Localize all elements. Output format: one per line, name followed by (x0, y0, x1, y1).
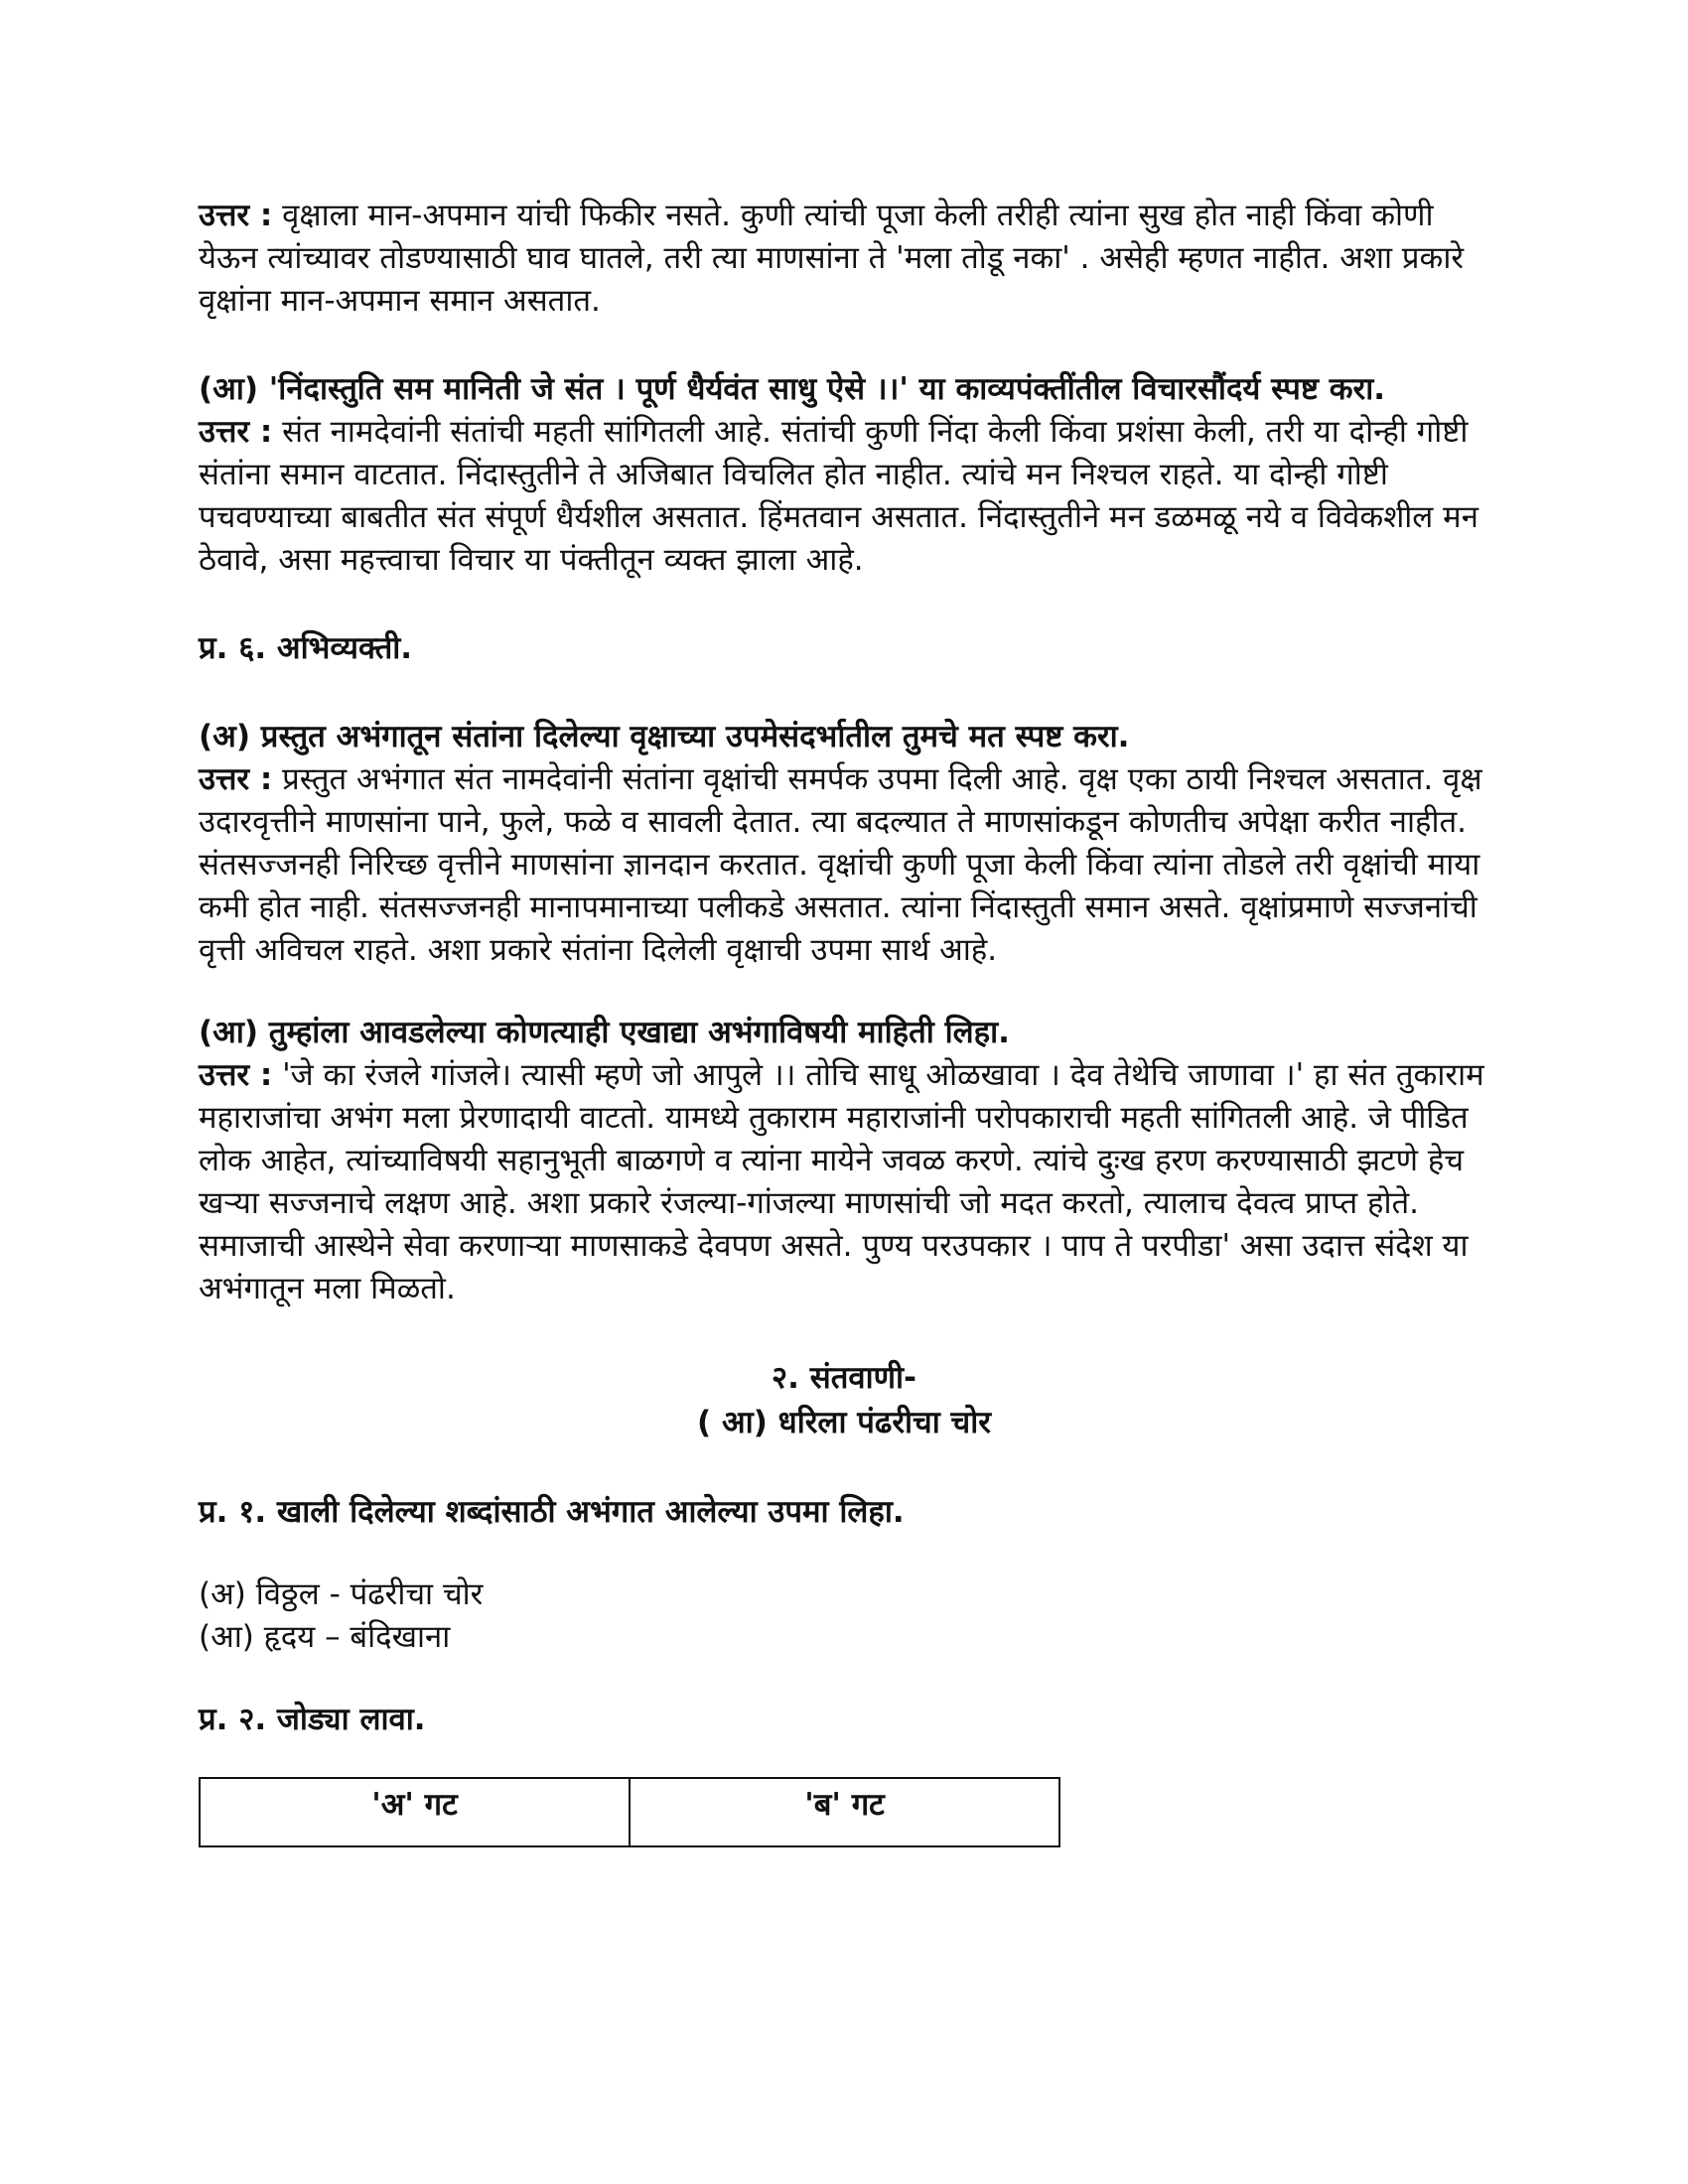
answer-label: उत्तर : (199, 198, 273, 233)
chapter-title: २. संतवाणी- (772, 1360, 916, 1396)
column-header-a: 'अ' गट (200, 1778, 630, 1846)
list-item: (आ) हृदय – बंदिखाना (199, 1619, 451, 1655)
column-header-b: 'ब' गट (630, 1778, 1059, 1846)
answer-text: प्रस्तुत अभंगात संत नामदेवांनी संतांना वृक्षांची समर्पक उपमा दिली आहे. वृक्ष एका ठायी निश्चल असतात. वृक्ष उदारवृत्तीने माणसांना पाने, फुले, फळे व सावली देतात. त्या बदल्यात ते माणसांकडून कोणतीच अपेक्षा करीत नाहीत. संतसज्जनही निरिच्छ वृत्तीने माणसांना ज्ञानदान करतात. वृक्षांची कुणी पूजा केली किंवा त्यांना तोडले तरी वृक्षांची माया कमी होत नाही. संतसज्जनही मानापमानाच्या पलीकडे असतात. त्यांना निंदास्तुती समान असते. वृक्षांप्रमाणे सज्जनांची वृत्ती अविचल राहते. अशा प्रकारे संतांना दिलेली वृक्षाची उपमा सार्थ आहे. (199, 761, 1482, 968)
answer-text: वृक्षाला मान-अपमान यांची फिकीर नसते. कुणी त्यांची पूजा केली तरीही त्यांना सुख होत नाही किंवा कोणी येऊन त्यांच्यावर तोडण्यासाठी घाव घातले, तरी त्या माणसांना ते 'मला तोडू नका' . असेही म्हणत नाहीत. अशा प्रकारे वृक्षांना मान-अपमान समान असतात. (199, 198, 1465, 319)
answer-label: उत्तर : (199, 1057, 273, 1093)
match-table (199, 1777, 1060, 1847)
answer-block-2 (199, 411, 1489, 582)
question-2-heading: प्र. २. जोड्या लावा. (199, 1702, 426, 1737)
list-item: (अ) विठ्ठल - पंढरीचा चोर (199, 1576, 484, 1612)
section-heading-6: प्र. ६. अभिव्यक्ती. (199, 630, 413, 666)
answer-block-1 (199, 195, 1489, 323)
question-a-2: (अ) प्रस्तुत अभंगातून संतांना दिलेल्या वृक्षाच्या उपमेसंदर्भातील तुमचे मत स्पष्ट करा. (199, 719, 1130, 754)
question-aa-2: (आ) तुम्हांला आवडलेल्या कोणत्याही एखाद्या अभंगाविषयी माहिती लिहा. (199, 1015, 1010, 1050)
answer-block-3 (199, 758, 1489, 972)
document-page (199, 195, 1489, 1847)
table-header-row (200, 1778, 1059, 1846)
answer-text: 'जे का रंजले गांजले। त्यासी म्हणे जो आपुले ।। तोचि साधू ओळखावा । देव तेथेचि जाणावा ।' हा संत तुकाराम महाराजांचा अभंग मला प्रेरणादायी वाटतो. यामध्ये तुकाराम महाराजांनी परोपकाराची महती सांगितली आहे. जे पीडित लोक आहेत, त्यांच्याविषयी सहानुभूती बाळगणे व त्यांना मायेने जवळ करणे. त्यांचे दुःख हरण करण्यासाठी झटणे हेच खऱ्या सज्जनाचे लक्षण आहे. अशा प्रकारे रंजल्या-गांजल्या माणसांची जो मदत करतो, त्यालाच देवत्व प्राप्त होते. समाजाची आस्थेने सेवा करणाऱ्या माणसाकडे देवपण असते. पुण्य परउपकार । पाप ते परपीडा' असा उदात्त संदेश या अभंगातून मला मिळतो. (199, 1057, 1484, 1306)
question-1-heading: प्र. १. खाली दिलेल्या शब्दांसाठी अभंगात आलेल्या उपमा लिहा. (199, 1494, 905, 1530)
answer-block-4 (199, 1054, 1489, 1310)
question-aa-1: (आ) 'निंदास्तुति सम मानिती जे संत । पूर्ण धैर्यवंत साधु ऐसे ।।' या काव्यपंक्तींतील विचारसौंदर्य स्पष्ट करा. (199, 371, 1386, 407)
answer-text: संत नामदेवांनी संतांची महती सांगितली आहे. संतांची कुणी निंदा केली किंवा प्रशंसा केली, तरी या दोन्ही गोष्टी संतांना समान वाटतात. निंदास्तुतीने ते अजिबात विचलित होत नाहीत. त्यांचे मन निश्चल राहते. या दोन्ही गोष्टी पचवण्याच्या बाबतीत संत संपूर्ण धैर्यशील असतात. हिंमतवान असतात. निंदास्तुतीने मन डळमळू नये व विवेकशील मन ठेवावे, असा महत्त्वाचा विचार या पंक्तीतून व्यक्त झाला आहे. (199, 414, 1478, 578)
chapter-subtitle: ( आ) धरिला पंढरीचा चोर (697, 1405, 991, 1440)
answer-label: उत्तर : (199, 761, 273, 797)
answer-label: उत्तर : (199, 414, 273, 450)
